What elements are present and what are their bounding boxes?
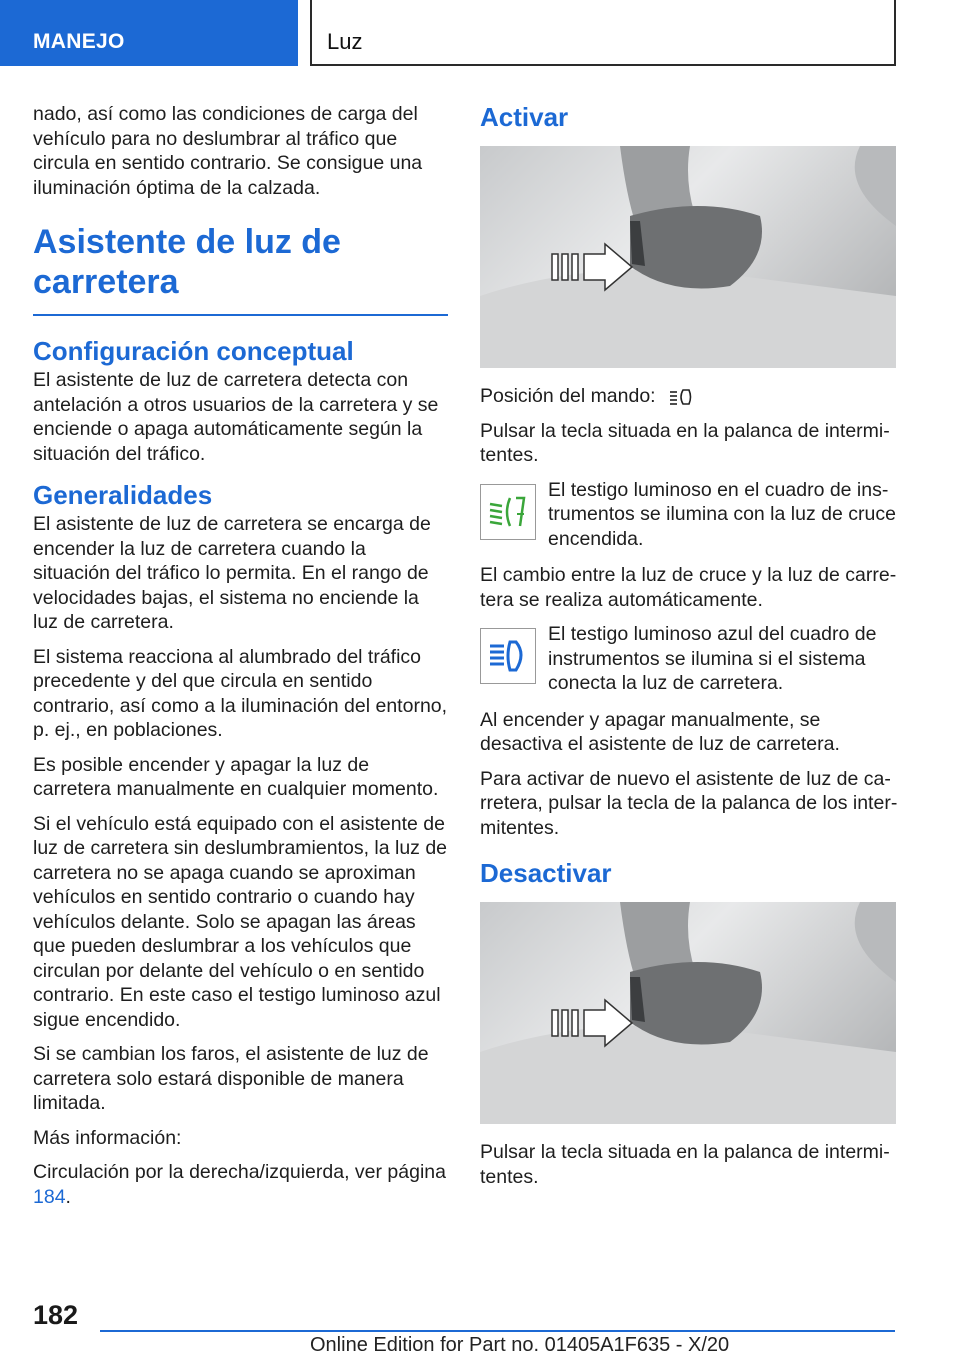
edition-label: Online Edition for Part no. 01405A1F635 - X/20: [310, 1334, 730, 1356]
activate-paragraph-2: El cambio entre la luz de cruce y la luz de carretera se realiza automáticamente.: [480, 564, 897, 611]
right-column: [480, 102, 898, 1199]
deactivate-paragraph-1: Pulsar la tecla situada en la palanca de intermitentes.: [480, 1141, 890, 1188]
low-beam-indicator-icon: [480, 484, 536, 540]
page-link[interactable]: 184: [33, 1185, 66, 1208]
activate-paragraph-1: Pulsar la tecla situada en la palanca de intermitentes.: [480, 419, 890, 466]
footer-divider: [100, 1330, 895, 1332]
general-paragraph-3: Es posible encender y apagar la luz de carretera manualmente en cualquier momento.: [33, 753, 439, 800]
topic-box: [310, 0, 896, 66]
high-beam-indicator-icon: [480, 628, 536, 684]
activate-heading: Activar: [480, 102, 569, 132]
low-beam-indicator-note: [480, 478, 898, 552]
reference-end: .: [65, 1185, 71, 1208]
concept-heading: Configuración conceptual: [33, 336, 354, 366]
concept-paragraph: El asistente de luz de carretera detecta con antelación a otros usuarios de la carretera y se enciende o apaga automáticamente según la situación del tráfico.: [33, 369, 439, 465]
lever-photo-activate: [480, 146, 896, 368]
activate-paragraph-3: Al encender y apagar manualmente, se desactiva el asistente de luz de carretera.: [480, 708, 840, 755]
page-title: Asistente de luz de carretera: [33, 222, 448, 316]
reference-text: Circulación por la derecha/izquierda, ver página: [33, 1161, 446, 1183]
topic-label: Luz: [327, 29, 363, 54]
activate-paragraph-4: Para activar de nuevo el asistente de luz de carretera, pulsar la tecla de la palanca de los intermitentes.: [480, 767, 898, 839]
general-paragraph-4: Si el vehículo está equipado con el asistente de luz de carretera sin deslumbramientos, la luz de carretera no se apaga cuando se aproximan vehículos en sentido contrario o cuando hay vehículos delante. Solo se apagan las áreas que pueden deslumbrar a los vehículos que circulan por delante del vehículo o en sentido contrario. En este caso el testigo luminoso azul sigue encendido.: [33, 812, 448, 1031]
general-paragraph-5: Si se cambian los faros, el asistente de luz de carretera solo estará disponible de manera limitada.: [33, 1043, 429, 1114]
high-beam-indicator-note: [480, 622, 898, 696]
section-tab: [0, 0, 298, 66]
page-number: 182: [33, 1300, 79, 1330]
general-paragraph-2: El sistema reacciona al alumbrado del tráfico precedente y del que circula en sentido contrario, así como a la iluminación del entorno, p. ej., en poblaciones.: [33, 645, 448, 741]
general-paragraph-1: El asistente de luz de carretera se encarga de encender la luz de carretera cuando la situación del tráfico lo permita. En el rango de velocidades bajas, el sistema no enciende la luz de carretera.: [33, 513, 431, 633]
section-label: MANEJO: [33, 30, 125, 53]
low-beam-indicator-text: El testigo luminoso en el cuadro de instrumentos se ilumina con la luz de cruce encendida.: [548, 478, 896, 550]
general-heading: Generalidades: [33, 480, 213, 510]
position-label: Posición del mando:: [480, 385, 656, 407]
left-column: [33, 102, 448, 1219]
high-beam-assist-icon: [667, 386, 693, 408]
more-info-label: Más información:: [33, 1126, 182, 1149]
position-line: [480, 384, 898, 409]
deactivate-heading: Desactivar: [480, 858, 612, 888]
reference-paragraph: [33, 1160, 448, 1209]
high-beam-indicator-text: El testigo luminoso azul del cuadro de instrumentos se ilumina si el sistema conecta la luz de carretera.: [548, 623, 877, 694]
lever-photo-deactivate: [480, 902, 896, 1124]
intro-paragraph: nado, así como las condiciones de carga del vehículo para no deslumbrar al tráfico que circula en sentido contrario. Se consigue una iluminación óptima de la calzada.: [33, 103, 423, 199]
